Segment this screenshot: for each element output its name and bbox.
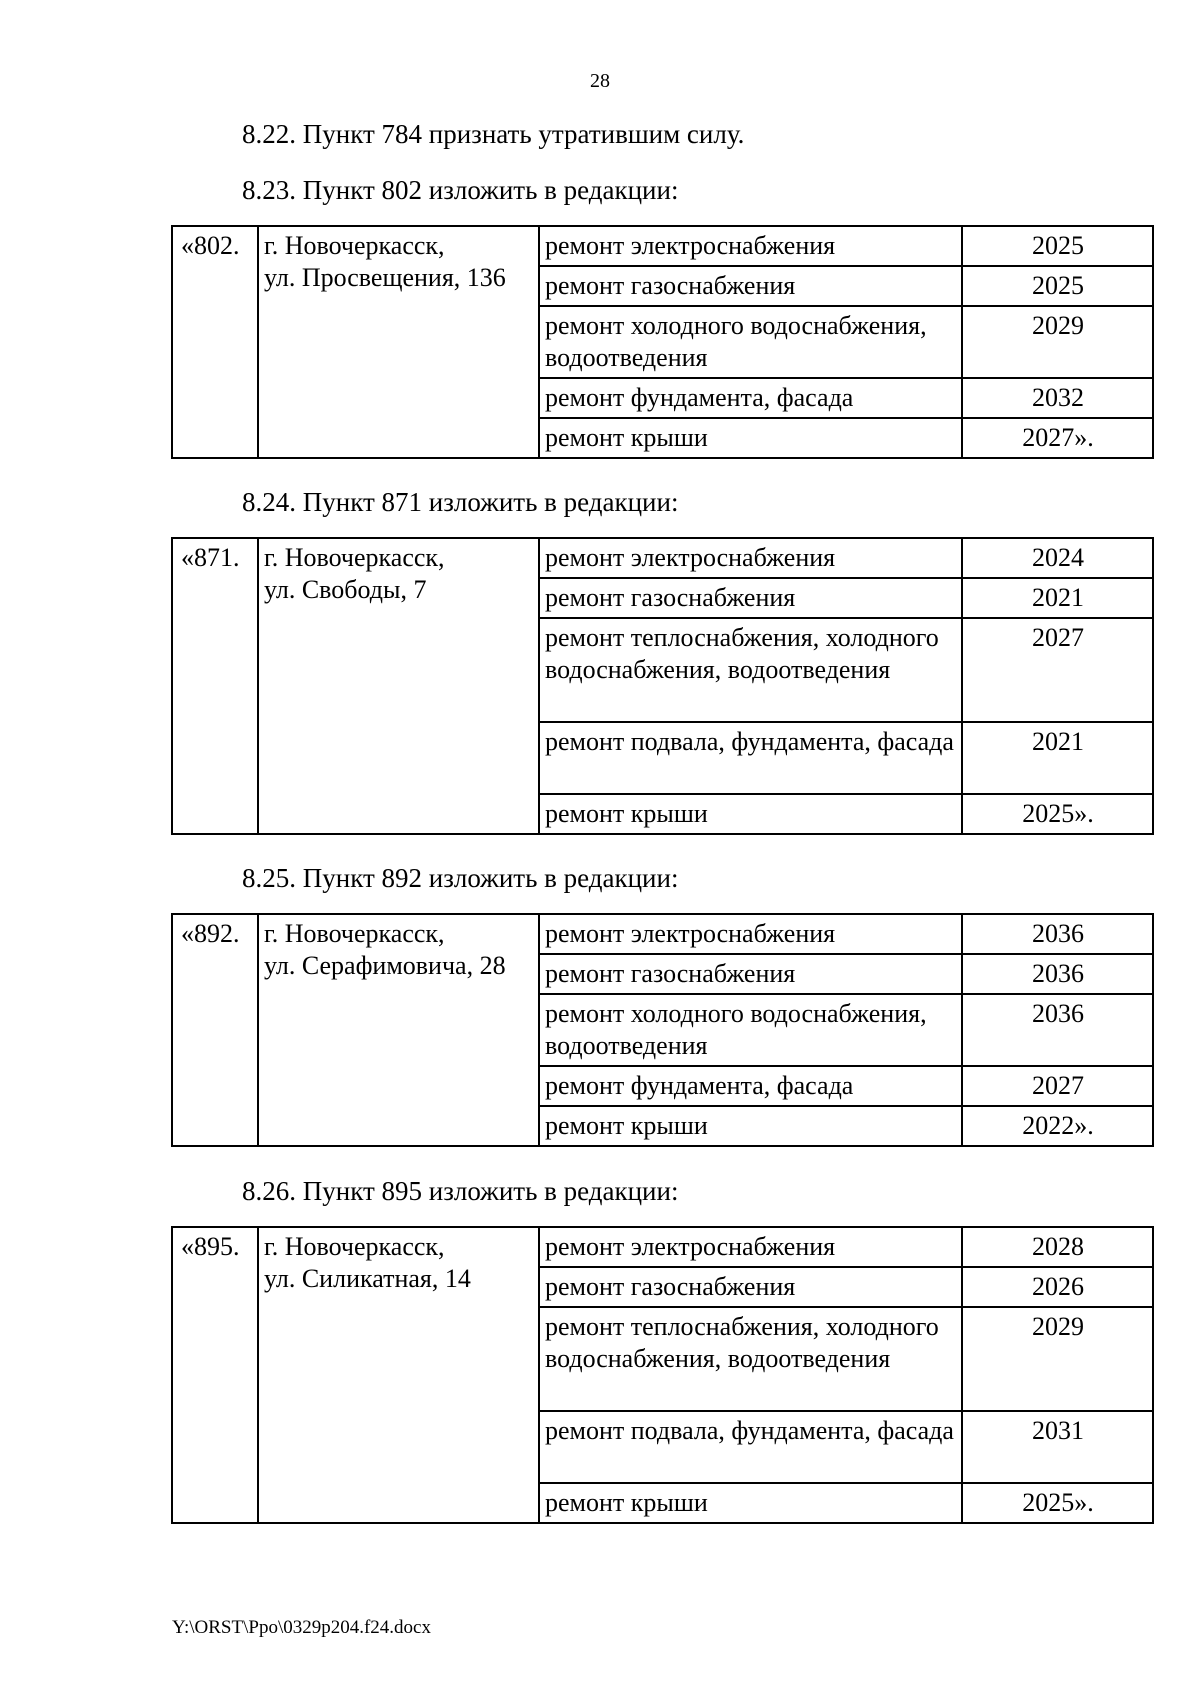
paragraph-8-25: 8.25. Пункт 892 изложить в редакции: bbox=[242, 863, 679, 893]
year-cell: 2029 bbox=[962, 1307, 1153, 1411]
address-street: ул. Силикатная, 14 bbox=[264, 1264, 471, 1293]
work-cell: ремонт крыши bbox=[539, 1483, 962, 1523]
year-cell: 2036 bbox=[962, 994, 1153, 1066]
year-cell: 2028 bbox=[962, 1227, 1153, 1267]
year-cell: 2036 bbox=[962, 954, 1153, 994]
work-cell: ремонт фундамента, фасада bbox=[539, 378, 962, 418]
address-street: ул. Просвещения, 136 bbox=[264, 263, 506, 292]
table-item-892 bbox=[171, 913, 1154, 1147]
address-street: ул. Серафимовича, 28 bbox=[264, 951, 506, 980]
item-number: «895. bbox=[172, 1227, 258, 1523]
year-cell: 2025 bbox=[962, 266, 1153, 306]
address-street: ул. Свободы, 7 bbox=[264, 575, 427, 604]
work-cell: ремонт крыши bbox=[539, 418, 962, 458]
item-address bbox=[258, 226, 539, 458]
year-cell: 2036 bbox=[962, 914, 1153, 954]
work-cell: ремонт холодного водоснабжения, водоотведения bbox=[539, 994, 962, 1066]
work-cell: ремонт электроснабжения bbox=[539, 538, 962, 578]
paragraph-8-23: 8.23. Пункт 802 изложить в редакции: bbox=[242, 175, 679, 205]
file-path-footer: Y:\ORST\Ppo\0329p204.f24.docx bbox=[172, 1617, 431, 1638]
year-cell: 2029 bbox=[962, 306, 1153, 378]
item-number: «802. bbox=[172, 226, 258, 458]
year-cell: 2027». bbox=[962, 418, 1153, 458]
item-number: «892. bbox=[172, 914, 258, 1146]
work-cell: ремонт газоснабжения bbox=[539, 266, 962, 306]
year-cell: 2025». bbox=[962, 794, 1153, 834]
work-cell: ремонт подвала, фундамента, фасада bbox=[539, 1411, 962, 1483]
address-city: г. Новочеркасск, bbox=[264, 231, 445, 260]
work-cell: ремонт холодного водоснабжения, водоотведения bbox=[539, 306, 962, 378]
address-city: г. Новочеркасск, bbox=[264, 919, 445, 948]
work-cell: ремонт крыши bbox=[539, 794, 962, 834]
table-item-802 bbox=[171, 225, 1154, 459]
work-cell: ремонт теплоснабжения, холодного водоснабжения, водоотведения bbox=[539, 618, 962, 722]
table-item-871 bbox=[171, 537, 1154, 835]
year-cell: 2025». bbox=[962, 1483, 1153, 1523]
year-cell: 2027 bbox=[962, 1066, 1153, 1106]
work-cell: ремонт газоснабжения bbox=[539, 578, 962, 618]
item-address bbox=[258, 1227, 539, 1523]
paragraph-8-22: 8.22. Пункт 784 признать утратившим силу. bbox=[242, 119, 745, 149]
work-cell: ремонт теплоснабжения, холодного водоснабжения, водоотведения bbox=[539, 1307, 962, 1411]
item-address bbox=[258, 538, 539, 834]
item-address bbox=[258, 914, 539, 1146]
work-cell: ремонт фундамента, фасада bbox=[539, 1066, 962, 1106]
address-city: г. Новочеркасск, bbox=[264, 543, 445, 572]
paragraph-8-24: 8.24. Пункт 871 изложить в редакции: bbox=[242, 487, 679, 517]
table-item-895 bbox=[171, 1226, 1154, 1524]
work-cell: ремонт газоснабжения bbox=[539, 954, 962, 994]
work-cell: ремонт газоснабжения bbox=[539, 1267, 962, 1307]
paragraph-8-26: 8.26. Пункт 895 изложить в редакции: bbox=[242, 1176, 679, 1206]
item-number: «871. bbox=[172, 538, 258, 834]
year-cell: 2031 bbox=[962, 1411, 1153, 1483]
work-cell: ремонт подвала, фундамента, фасада bbox=[539, 722, 962, 794]
year-cell: 2024 bbox=[962, 538, 1153, 578]
year-cell: 2021 bbox=[962, 722, 1153, 794]
year-cell: 2032 bbox=[962, 378, 1153, 418]
year-cell: 2027 bbox=[962, 618, 1153, 722]
year-cell: 2022». bbox=[962, 1106, 1153, 1146]
year-cell: 2025 bbox=[962, 226, 1153, 266]
work-cell: ремонт электроснабжения bbox=[539, 1227, 962, 1267]
work-cell: ремонт электроснабжения bbox=[539, 226, 962, 266]
address-city: г. Новочеркасск, bbox=[264, 1232, 445, 1261]
year-cell: 2026 bbox=[962, 1267, 1153, 1307]
page-number: 28 bbox=[590, 70, 610, 92]
year-cell: 2021 bbox=[962, 578, 1153, 618]
work-cell: ремонт крыши bbox=[539, 1106, 962, 1146]
work-cell: ремонт электроснабжения bbox=[539, 914, 962, 954]
